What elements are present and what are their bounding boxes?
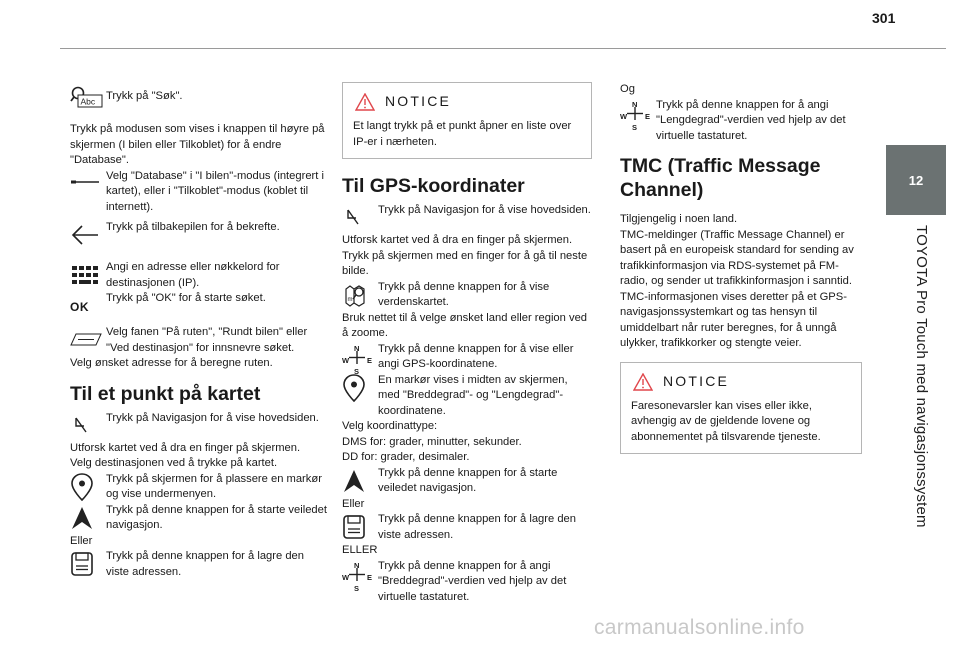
search-abc-icon <box>70 82 106 112</box>
instruction-nav-home: Trykk på Navigasjon for å vise hovedsiden. <box>378 204 591 216</box>
instruction-search: Trykk på "Søk". <box>106 90 183 102</box>
svg-text:Abc: Abc <box>80 96 96 107</box>
start-navigation-icon <box>70 503 106 533</box>
heading-gps: Til GPS-koordinater <box>342 175 525 197</box>
instruction-confirm: Trykk på tilbakepilen for å bekrefte. <box>106 221 280 233</box>
text-or: Eller <box>342 497 365 510</box>
instruction-start-nav: Trykk på denne knappen for å starte veiledet navigasjon. <box>378 466 558 494</box>
instruction-choose-dest: Velg destinasjonen ved å trykke på kartet. <box>70 457 278 469</box>
instruction-marker: Trykk på skjermen for å plassere en markør og vise undermenyen. <box>106 472 322 500</box>
keyboard-icon <box>70 260 106 290</box>
section-tab-number: 12 <box>908 172 924 188</box>
column-3 <box>620 82 862 454</box>
chapter-title: TOYOTA Pro Touch med navigasjonssystem <box>913 225 930 528</box>
compass-w: W <box>620 111 628 121</box>
heading-tmc: TMC (Traffic Message Channel) <box>620 155 821 201</box>
notice-text: Et langt trykk på et punkt åpner en liste over IP-er i nærheten. <box>353 120 572 148</box>
save-disk-icon <box>342 512 378 542</box>
header-divider <box>60 48 946 49</box>
svg-text:m: m <box>347 296 353 303</box>
compass-s: S <box>632 122 638 132</box>
compass-w: W <box>342 355 350 365</box>
compass-s: S <box>354 366 360 376</box>
text-coord-type: Velg koordinattype: <box>342 420 438 432</box>
section-tab <box>886 145 946 215</box>
instruction-marker-center: En markør vises i midten av skjermen, med "Breddegrad"- og "Lengdegrad"-koordinatene. <box>378 373 568 417</box>
heading-point-on-map: Til et punkt på kartet <box>70 382 261 405</box>
instruction-database: Velg "Database" i "I bilen"-modus (integrert i kartet), eller i "Tilkoblet"-modus (koblet til internett). <box>106 169 324 213</box>
location-pin-icon <box>70 472 106 502</box>
ok-icon: OK <box>70 299 89 314</box>
instruction-zoom: Bruk nettet til å velge ønsket land eller region ved å zoome. <box>342 311 588 339</box>
navigation-arrow-icon <box>342 203 378 233</box>
text-tmc-messages: TMC-meldinger (Traffic Message Channel) er basert på en europeisk standard for sending av trafikkinformasjon via RDS-systemet på FM-radio, og sender ut trafikkinformasjon i sanntid. <box>620 228 854 287</box>
page-number: 301 <box>872 10 896 26</box>
instruction-save: Trykk på denne knappen for å lagre den viste adressen. <box>106 550 304 578</box>
instruction-ok: Trykk på "OK" for å starte søket. <box>106 292 266 304</box>
instruction-nav-home: Trykk på Navigasjon for å vise hovedsiden. <box>106 411 319 424</box>
instruction-longitude: Trykk på denne knappen for å angi "Lengdegrad"-verdien ved hjelp av det virtuelle tastaturet. <box>656 98 846 142</box>
column-2 <box>342 82 592 605</box>
compass-n: N <box>354 343 360 353</box>
instruction-latitude: Trykk på denne knappen for å angi "Breddegrad"-verdien ved hjelp av det virtuelle tastaturet. <box>378 559 567 603</box>
compass-n: N <box>632 99 638 109</box>
compass-icon <box>620 98 656 132</box>
text-or-upper: ELLER <box>342 544 378 556</box>
instruction-address: Angi en adresse eller nøkkelord for destinasjonen (IP). <box>106 261 280 289</box>
back-arrow-icon <box>70 220 106 250</box>
notice-box <box>620 362 862 455</box>
notice-title: NOTICE <box>385 93 452 110</box>
slider-line-icon <box>70 169 106 199</box>
instruction-save: Trykk på denne knappen for å lagre den viste adressen. <box>378 513 576 541</box>
instruction-mode: Trykk på modusen som vises i knappen til høyre på skjermen (I bilen eller Tilkoblet) for å endre "Database". <box>70 123 325 166</box>
notice-title: NOTICE <box>663 372 730 389</box>
text-or: Eller <box>70 534 93 547</box>
instruction-explore: Utforsk kartet ved å dra en finger på skjermen. <box>70 441 301 454</box>
instruction-explore: Utforsk kartet ved å dra en finger på skjermen. <box>342 234 573 246</box>
instruction-gps-coords: Trykk på denne knappen for å vise eller angi GPS-koordinatene. <box>378 342 574 370</box>
text-dd: DD for: grader, desimaler. <box>342 451 470 463</box>
compass-n: N <box>354 560 360 570</box>
notice-text: Faresonevarsler kan vises eller ikke, avhengig av de gjeldende lovene og abonnementet på tilsvarende tjeneste. <box>631 399 821 443</box>
instruction-start-nav: Trykk på denne knappen for å starte veiledet navigasjon. <box>106 503 327 531</box>
start-navigation-icon <box>342 466 378 496</box>
text-dms: DMS for: grader, minutter, sekunder. <box>342 435 522 448</box>
instruction-select-address: Velg ønsket adresse for å beregne ruten. <box>70 357 273 369</box>
text-and: Og <box>620 83 635 95</box>
instruction-world-map: Trykk på denne knappen for å vise verdenskartet. <box>378 280 550 308</box>
compass-w: W <box>342 572 350 582</box>
compass-icon <box>342 559 378 593</box>
text-availability: Tilgjengelig i noen land. <box>620 213 738 225</box>
tab-parallelogram-icon <box>70 325 106 355</box>
warning-triangle-icon <box>355 93 375 111</box>
warning-triangle-icon <box>633 373 653 391</box>
text-tmc-info: TMC-informasjonen vises deretter på et GPS-navigasjonssystemkart og tas hensyn til umiddelbart når ruter beregnes, for å unngå ulykker, trafikkorker og stengte veier. <box>620 290 847 349</box>
compass-e: E <box>367 572 373 582</box>
instruction-next-image: Trykk på skjermen med en finger for å gå til neste bilde. <box>342 249 588 277</box>
location-pin-icon <box>342 373 378 403</box>
world-map-icon <box>342 280 378 310</box>
watermark: carmanualsonline.info <box>594 616 805 639</box>
instruction-tabs: Velg fanen "På ruten", "Rundt bilen" eller "Ved destinasjon" for innsnevre søket. <box>106 326 308 354</box>
save-disk-icon <box>70 549 106 579</box>
column-1 <box>70 82 328 580</box>
compass-e: E <box>645 111 651 121</box>
compass-s: S <box>354 583 360 593</box>
compass-e: E <box>367 355 373 365</box>
notice-box <box>342 82 592 159</box>
navigation-arrow-icon <box>70 411 106 441</box>
compass-icon <box>342 342 378 376</box>
